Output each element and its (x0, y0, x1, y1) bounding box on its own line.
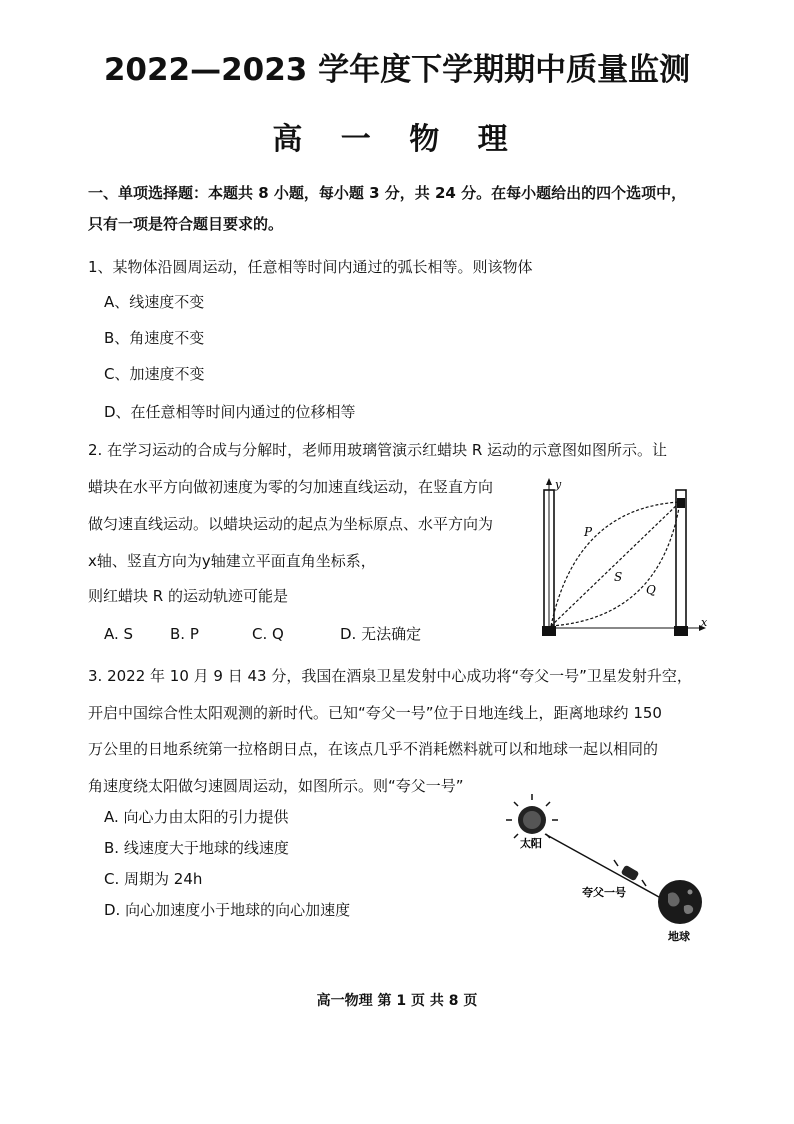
question-2-line-1: 2. 在学习运动的合成与分解时，老师用玻璃管演示红蜡块 R 运动的示意图如图所示。让 (88, 441, 668, 459)
question-2-option-d: D. 无法确定 (340, 625, 422, 643)
question-2-option-c: C. Q (252, 625, 284, 643)
question-2-line-5: 则红蜡块 R 的运动轨迹可能是 (88, 587, 288, 605)
question-2-line-3: 做匀速直线运动。以蜡块运动的起点为坐标原点、水平方向为 (88, 515, 494, 533)
page-title: 2022—2023 学年度下学期期中质量监测 (103, 52, 691, 88)
subject-title: 高 一 物 理 (272, 122, 522, 157)
satellite-icon (614, 860, 646, 886)
question-2-option-b: B. P (170, 625, 199, 643)
question-1-stem: 1、某物体沿圆周运动，任意相等时间内通过的弧长相等。则该物体 (88, 258, 533, 276)
right-tube (676, 490, 686, 628)
earth-label: 地球 (668, 930, 690, 943)
question-2-option-a: A. S (104, 625, 134, 643)
question-2-line-2: 蜡块在水平方向做初速度为零的匀加速直线运动，在竖直方向 (88, 478, 494, 496)
earth-icon (658, 880, 702, 924)
question-3-option-d: D. 向心加速度小于地球的向心加速度 (104, 901, 351, 919)
question-1-option-c: C、加速度不变 (104, 365, 205, 383)
y-axis-label: y (555, 478, 562, 491)
question-1-option-d: D、在任意相等时间内通过的位移相等 (104, 403, 356, 421)
label-s: S (614, 570, 623, 584)
glass-tube-diagram (536, 478, 716, 640)
question-3-line-2: 开启中国综合性太阳观测的新时代。已知“夸父一号”位于日地连线上，距离地球约 150 (88, 704, 662, 722)
satellite-label: 夸父一号 (582, 886, 626, 899)
question-3-option-b: B. 线速度大于地球的线速度 (104, 839, 289, 857)
question-2-line-4: x轴、竖直方向为y轴建立平面直角坐标系， (88, 552, 376, 570)
question-3-option-a: A. 向心力由太阳的引力提供 (104, 808, 289, 826)
x-axis-label: x (701, 616, 708, 629)
question-3-line-1: 3. 2022 年 10 月 9 日 43 分，我国在酒泉卫星发射中心成功将“夸父一号”卫星发射升空， (88, 667, 692, 685)
label-p: P (584, 525, 593, 539)
question-3-line-3: 万公里的日地系统第一拉格朗日点，在该点几乎不消耗燃料就可以和地球一起以相同的 (88, 740, 659, 758)
sun-earth-diagram (490, 790, 730, 950)
question-3-option-c: C. 周期为 24h (104, 870, 203, 888)
y-axis-arrow (546, 478, 552, 485)
page-footer: 高一物理 第 1 页 共 8 页 (316, 993, 478, 1009)
section-instruction-2: 只有一项是符合题目要求的。 (88, 215, 284, 233)
section-instruction-1: 一、单项选择题：本题共 8 小题，每小题 3 分，共 24 分。在每小题给出的四个选项中， (88, 184, 687, 202)
label-q: Q (646, 583, 656, 597)
question-3-line-4: 角速度绕太阳做匀速圆周运动，如图所示。则“夸父一号” (88, 777, 464, 795)
question-1-option-b: B、角速度不变 (104, 329, 205, 347)
question-1-option-a: A、线速度不变 (104, 293, 205, 311)
sun-label: 太阳 (520, 837, 542, 850)
